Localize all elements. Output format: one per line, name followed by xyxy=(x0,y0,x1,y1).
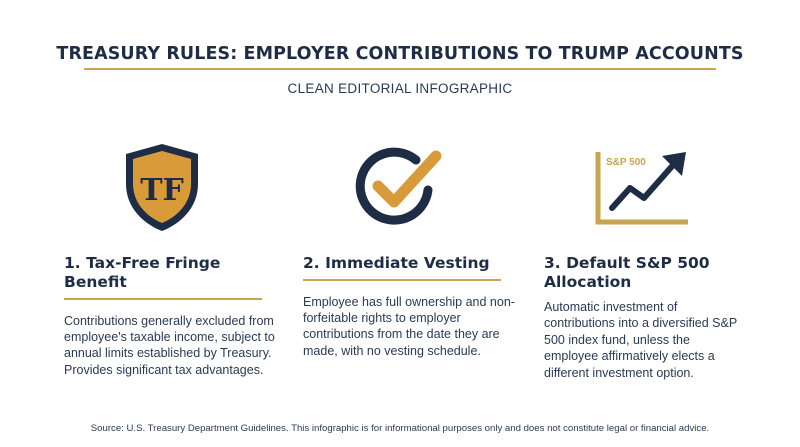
page-subtitle: CLEAN EDITORIAL INFOGRAPHIC xyxy=(287,81,513,96)
column-divider xyxy=(303,279,501,281)
growth-chart-icon xyxy=(592,148,696,228)
checkmark-circle-icon xyxy=(354,144,450,228)
column-divider xyxy=(64,298,262,300)
shield-monogram: TF xyxy=(140,173,184,208)
column-body: Automatic investment of contributions into a diversified S&P 500 index fund, unless the employee affirmatively elects a different investment option. xyxy=(544,300,737,380)
column-heading: 1. Tax-Free Fringe Benefit xyxy=(64,254,221,291)
benefit-column-sp500 xyxy=(544,254,737,381)
sp500-chart-label: S&P 500 xyxy=(606,157,646,168)
page-title: TREASURY RULES: EMPLOYER CONTRIBUTIONS TO TRUMP ACCOUNTS xyxy=(56,44,744,64)
column-heading: 2. Immediate Vesting xyxy=(303,254,490,272)
column-heading: 3. Default S&P 500 Allocation xyxy=(544,254,710,291)
title-divider xyxy=(84,68,716,70)
column-body: Contributions generally excluded from employee's taxable income, subject to annual limits established by Treasury. Provides significant tax advantages. xyxy=(64,313,275,377)
shield-icon xyxy=(118,140,206,234)
benefit-column-vesting xyxy=(303,254,515,359)
source-footnote: Source: U.S. Treasury Department Guidelines. This infographic is for informational purposes only and does not constitute legal or financial advice. xyxy=(90,423,710,434)
benefit-column-tax-free xyxy=(64,254,276,378)
column-body: Employee has full ownership and non-forfeitable rights to employer contributions from the date they are made, with no vesting schedule. xyxy=(303,294,515,358)
